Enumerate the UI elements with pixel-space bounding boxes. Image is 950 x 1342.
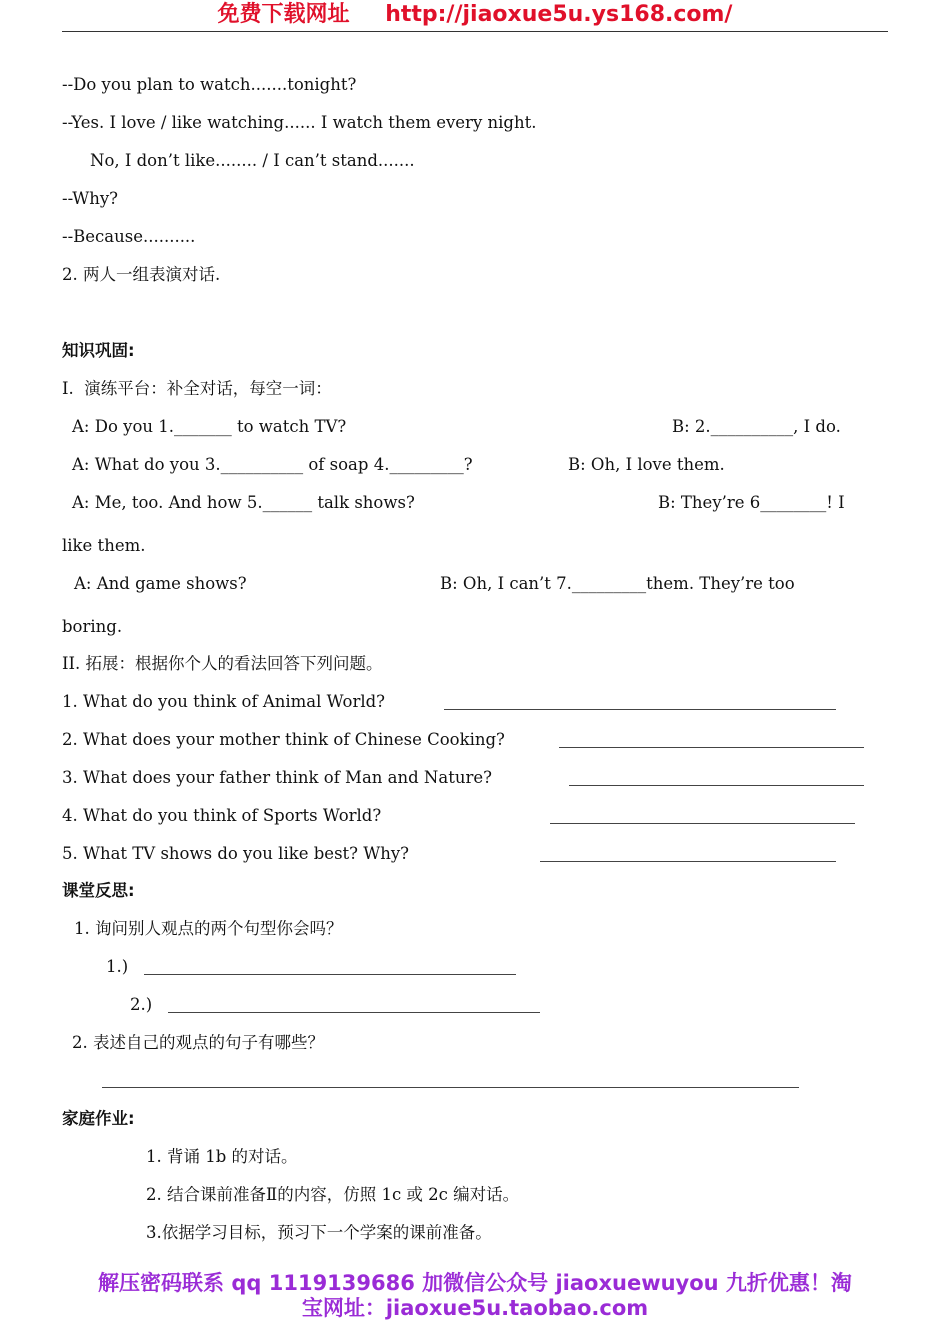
section-heading-reflection: 课堂反思:	[62, 881, 135, 900]
dialogue-line: No, I don’t like........ / I can’t stand.......	[90, 151, 415, 170]
exercise-line-reply: B: Oh, I can’t 7._________them. They’re too	[440, 574, 795, 593]
question-line: 2. What does your mother think of Chinese Cooking?	[62, 730, 505, 749]
dialogue-line: --Yes. I love / like watching...... I watch them every night.	[62, 113, 537, 132]
exercise-line: A: Me, too. And how 5.______ talk shows?	[72, 493, 415, 512]
instruction-line: 2. 两人一组表演对话.	[62, 265, 221, 284]
reflection-question: 2. 表述自己的观点的句子有哪些？	[72, 1033, 324, 1052]
site-header	[0, 0, 950, 30]
exercise-line: A: What do you 3.__________ of soap 4._________?	[72, 455, 473, 474]
exercise-line-reply: B: They’re 6________! I	[658, 493, 845, 512]
reflection-answer-label: 2.)	[130, 995, 153, 1014]
answer-blank[interactable]	[569, 785, 864, 786]
header-url-link[interactable]: http://jiaoxue5u.ys168.com/	[385, 2, 733, 27]
header-label: 免费下载网址	[217, 2, 350, 27]
homework-item: 3.依据学习目标，预习下一个学案的课前准备。	[146, 1223, 492, 1242]
homework-item: 1. 背诵 1b 的对话。	[146, 1147, 298, 1166]
reflection-question: 1. 询问别人观点的两个句型你会吗？	[74, 919, 343, 938]
part1-title: I. 演练平台：补全对话，每空一词：	[62, 379, 332, 398]
dialogue-line: --Why?	[62, 189, 119, 208]
question-line: 4. What do you think of Sports World?	[62, 806, 382, 825]
answer-blank[interactable]	[444, 709, 836, 710]
question-line: 3. What does your father think of Man and Nature?	[62, 768, 492, 787]
answer-blank[interactable]	[559, 747, 864, 748]
question-line: 5. What TV shows do you like best? Why?	[62, 844, 410, 863]
exercise-line: A: And game shows?	[74, 574, 247, 593]
part2-title: II. 拓展：根据你个人的看法回答下列问题。	[62, 654, 383, 673]
header-divider	[62, 31, 888, 32]
exercise-line: like them.	[62, 536, 146, 555]
footer-line-1: 解压密码联系 qq 1119139686 加微信公众号 jiaoxuewuyou 九折优惠！淘	[98, 1271, 852, 1295]
answer-blank[interactable]	[144, 974, 516, 975]
exercise-line-reply: B: 2.__________, I do.	[672, 417, 841, 436]
exercise-line: A: Do you 1._______ to watch TV?	[72, 417, 347, 436]
section-heading-consolidation: 知识巩固:	[62, 341, 135, 360]
exercise-line-reply: B: Oh, I love them.	[568, 455, 725, 474]
homework-item: 2. 结合课前准备Ⅱ的内容，仿照 1c 或 2c 编对话。	[146, 1185, 520, 1204]
dialogue-line: --Because..........	[62, 227, 196, 246]
dialogue-line: --Do you plan to watch.......tonight?	[62, 75, 357, 94]
footer-line-2[interactable]: 宝网址：jiaoxue5u.taobao.com	[301, 1296, 649, 1320]
answer-blank[interactable]	[168, 1012, 540, 1013]
exercise-line: boring.	[62, 617, 123, 636]
answer-blank[interactable]	[102, 1087, 799, 1088]
reflection-answer-label: 1.)	[106, 957, 129, 976]
answer-blank[interactable]	[540, 861, 836, 862]
question-line: 1. What do you think of Animal World?	[62, 692, 386, 711]
section-heading-homework: 家庭作业:	[62, 1109, 135, 1128]
answer-blank[interactable]	[550, 823, 855, 824]
